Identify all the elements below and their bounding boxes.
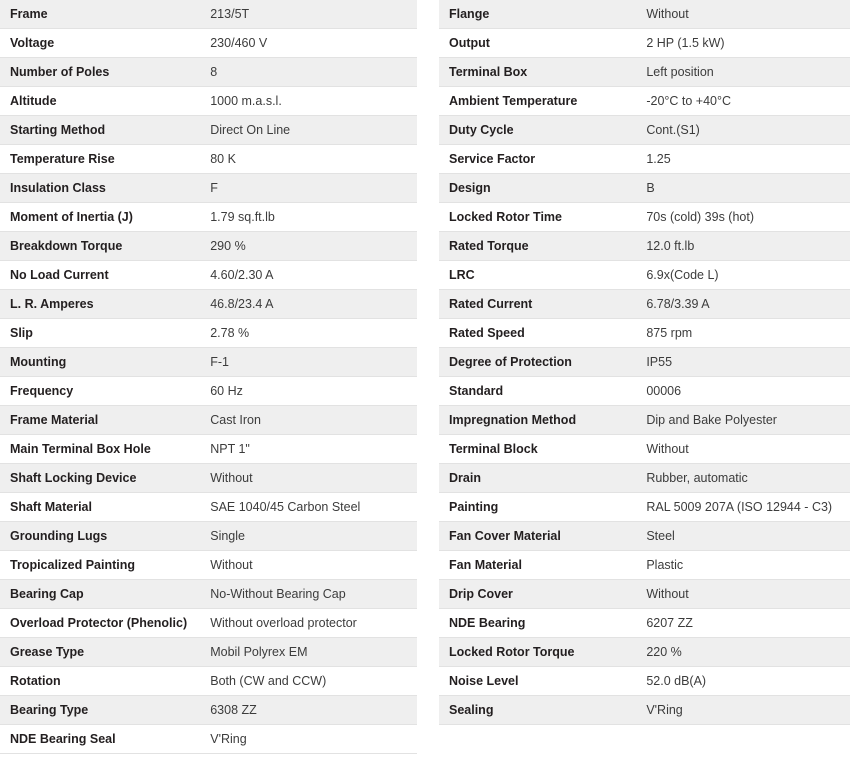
spec-value: V'Ring	[202, 725, 417, 754]
spec-row	[439, 58, 850, 87]
spec-row	[439, 0, 850, 29]
spec-value: Without	[638, 435, 850, 464]
spec-value: 213/5T	[202, 0, 417, 29]
spec-label: Terminal Box	[439, 58, 638, 87]
spec-row	[0, 261, 417, 290]
specifications-column-left	[0, 0, 425, 754]
spec-value: 52.0 dB(A)	[638, 667, 850, 696]
spec-label: Breakdown Torque	[0, 232, 202, 261]
spec-value: 60 Hz	[202, 377, 417, 406]
spec-label: L. R. Amperes	[0, 290, 202, 319]
spec-label: Flange	[439, 0, 638, 29]
spec-label: Slip	[0, 319, 202, 348]
spec-row	[439, 377, 850, 406]
spec-label: Shaft Material	[0, 493, 202, 522]
spec-label: Design	[439, 174, 638, 203]
spec-value: Without	[202, 551, 417, 580]
spec-value: 6207 ZZ	[638, 609, 850, 638]
spec-row	[439, 609, 850, 638]
spec-value: 6308 ZZ	[202, 696, 417, 725]
spec-label: Grounding Lugs	[0, 522, 202, 551]
spec-value: Without	[638, 580, 850, 609]
spec-label: No Load Current	[0, 261, 202, 290]
spec-value: 1.25	[638, 145, 850, 174]
spec-value: Steel	[638, 522, 850, 551]
spec-label: Bearing Type	[0, 696, 202, 725]
spec-label: Locked Rotor Time	[439, 203, 638, 232]
spec-value: Mobil Polyrex EM	[202, 638, 417, 667]
spec-value: Without	[202, 464, 417, 493]
spec-label: Degree of Protection	[439, 348, 638, 377]
spec-label: Tropicalized Painting	[0, 551, 202, 580]
spec-value: -20°C to +40°C	[638, 87, 850, 116]
spec-row	[0, 580, 417, 609]
spec-label: Rotation	[0, 667, 202, 696]
spec-value: F	[202, 174, 417, 203]
spec-row	[439, 406, 850, 435]
spec-label: Main Terminal Box Hole	[0, 435, 202, 464]
spec-row	[439, 580, 850, 609]
spec-row	[0, 551, 417, 580]
spec-value: NPT 1"	[202, 435, 417, 464]
spec-label: LRC	[439, 261, 638, 290]
spec-value: 46.8/23.4 A	[202, 290, 417, 319]
spec-row	[0, 319, 417, 348]
spec-value: B	[638, 174, 850, 203]
spec-row	[0, 203, 417, 232]
spec-label: Altitude	[0, 87, 202, 116]
spec-label: Shaft Locking Device	[0, 464, 202, 493]
spec-value: Without	[638, 0, 850, 29]
spec-row	[0, 638, 417, 667]
spec-row	[0, 464, 417, 493]
spec-row	[0, 87, 417, 116]
spec-value: No-Without Bearing Cap	[202, 580, 417, 609]
specifications-table-left-body	[0, 0, 417, 754]
spec-row	[439, 174, 850, 203]
spec-row	[439, 464, 850, 493]
spec-label: Sealing	[439, 696, 638, 725]
spec-label: Number of Poles	[0, 58, 202, 87]
spec-value: 2 HP (1.5 kW)	[638, 29, 850, 58]
spec-row	[0, 0, 417, 29]
spec-row	[439, 87, 850, 116]
spec-value: 2.78 %	[202, 319, 417, 348]
spec-label: Impregnation Method	[439, 406, 638, 435]
spec-row	[0, 290, 417, 319]
spec-value: 290 %	[202, 232, 417, 261]
spec-value: Cast Iron	[202, 406, 417, 435]
spec-label: Frame	[0, 0, 202, 29]
spec-row	[439, 667, 850, 696]
spec-label: Output	[439, 29, 638, 58]
spec-label: Painting	[439, 493, 638, 522]
spec-value: 8	[202, 58, 417, 87]
spec-label: Terminal Block	[439, 435, 638, 464]
spec-value: Dip and Bake Polyester	[638, 406, 850, 435]
spec-value: SAE 1040/45 Carbon Steel	[202, 493, 417, 522]
spec-value: 875 rpm	[638, 319, 850, 348]
spec-value: F-1	[202, 348, 417, 377]
spec-row	[439, 638, 850, 667]
spec-label: Overload Protector (Phenolic)	[0, 609, 202, 638]
spec-row	[0, 609, 417, 638]
spec-row	[0, 145, 417, 174]
spec-label: Mounting	[0, 348, 202, 377]
spec-row	[439, 29, 850, 58]
spec-row	[0, 522, 417, 551]
spec-label: Service Factor	[439, 145, 638, 174]
spec-value: 70s (cold) 39s (hot)	[638, 203, 850, 232]
spec-label: Moment of Inertia (J)	[0, 203, 202, 232]
spec-label: Drain	[439, 464, 638, 493]
spec-value: 6.78/3.39 A	[638, 290, 850, 319]
spec-value: Direct On Line	[202, 116, 417, 145]
spec-label: Ambient Temperature	[439, 87, 638, 116]
spec-value: 6.9x(Code L)	[638, 261, 850, 290]
spec-row	[0, 58, 417, 87]
spec-value: RAL 5009 207A (ISO 12944 - C3)	[638, 493, 850, 522]
spec-value: 220 %	[638, 638, 850, 667]
spec-label: Voltage	[0, 29, 202, 58]
spec-row	[439, 319, 850, 348]
spec-row	[0, 348, 417, 377]
specifications-table-left	[0, 0, 417, 754]
spec-row	[439, 145, 850, 174]
spec-label: Rated Current	[439, 290, 638, 319]
spec-value: 00006	[638, 377, 850, 406]
spec-row	[0, 435, 417, 464]
spec-row	[439, 203, 850, 232]
spec-label: Starting Method	[0, 116, 202, 145]
spec-label: Temperature Rise	[0, 145, 202, 174]
spec-row	[439, 116, 850, 145]
spec-row	[439, 290, 850, 319]
spec-row	[439, 232, 850, 261]
spec-row	[0, 29, 417, 58]
spec-label: Bearing Cap	[0, 580, 202, 609]
spec-value: 1.79 sq.ft.lb	[202, 203, 417, 232]
spec-row	[439, 435, 850, 464]
specifications-table-right	[439, 0, 850, 725]
spec-label: Fan Material	[439, 551, 638, 580]
spec-row	[0, 696, 417, 725]
spec-row	[0, 116, 417, 145]
spec-value: IP55	[638, 348, 850, 377]
spec-row	[0, 725, 417, 754]
spec-row	[0, 406, 417, 435]
spec-label: Fan Cover Material	[439, 522, 638, 551]
spec-label: NDE Bearing Seal	[0, 725, 202, 754]
spec-value: 80 K	[202, 145, 417, 174]
spec-row	[439, 696, 850, 725]
spec-value: Cont.(S1)	[638, 116, 850, 145]
spec-row	[0, 493, 417, 522]
spec-label: Insulation Class	[0, 174, 202, 203]
spec-label: Frame Material	[0, 406, 202, 435]
spec-value: V'Ring	[638, 696, 850, 725]
spec-row	[0, 232, 417, 261]
spec-label: Duty Cycle	[439, 116, 638, 145]
spec-label: Grease Type	[0, 638, 202, 667]
spec-row	[439, 261, 850, 290]
spec-value: Rubber, automatic	[638, 464, 850, 493]
spec-label: Rated Speed	[439, 319, 638, 348]
spec-value: 12.0 ft.lb	[638, 232, 850, 261]
spec-row	[0, 174, 417, 203]
spec-label: Locked Rotor Torque	[439, 638, 638, 667]
spec-value: 1000 m.a.s.l.	[202, 87, 417, 116]
spec-row	[0, 667, 417, 696]
specifications-column-right	[425, 0, 850, 754]
spec-value: 230/460 V	[202, 29, 417, 58]
spec-row	[439, 348, 850, 377]
spec-value: Plastic	[638, 551, 850, 580]
spec-value: Single	[202, 522, 417, 551]
spec-label: NDE Bearing	[439, 609, 638, 638]
spec-label: Rated Torque	[439, 232, 638, 261]
spec-row	[439, 493, 850, 522]
spec-row	[0, 377, 417, 406]
spec-row	[439, 551, 850, 580]
spec-value: Both (CW and CCW)	[202, 667, 417, 696]
spec-label: Noise Level	[439, 667, 638, 696]
spec-label: Drip Cover	[439, 580, 638, 609]
spec-value: 4.60/2.30 A	[202, 261, 417, 290]
specifications-table-right-body	[439, 0, 850, 725]
spec-row	[439, 522, 850, 551]
spec-value: Left position	[638, 58, 850, 87]
spec-label: Frequency	[0, 377, 202, 406]
spec-label: Standard	[439, 377, 638, 406]
spec-value: Without overload protector	[202, 609, 417, 638]
